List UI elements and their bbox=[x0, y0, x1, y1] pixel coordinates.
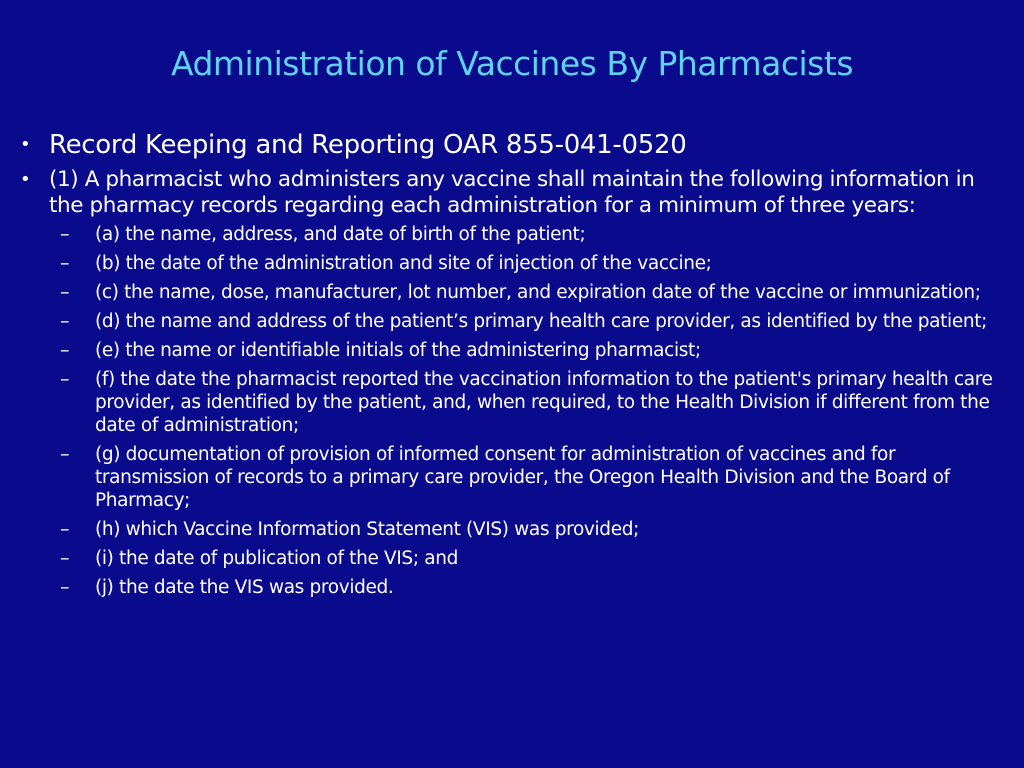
sub-item-text: (h) which Vaccine Information Statement (VIS) was provided; bbox=[95, 519, 639, 540]
sub-item bbox=[60, 223, 995, 246]
sub-item bbox=[60, 368, 995, 437]
sub-item bbox=[60, 281, 995, 304]
bullet-icon: • bbox=[20, 134, 31, 155]
sub-item-text: (c) the name, dose, manufacturer, lot number, and expiration date of the vaccine or immunization; bbox=[95, 282, 981, 303]
sub-item bbox=[60, 443, 995, 512]
bullet-item bbox=[20, 127, 995, 163]
dash-icon: – bbox=[60, 368, 70, 390]
dash-icon: – bbox=[60, 339, 70, 361]
sub-item bbox=[60, 518, 995, 541]
sub-item-text: (a) the name, address, and date of birth of the patient; bbox=[95, 224, 586, 245]
dash-icon: – bbox=[60, 547, 70, 569]
sub-item bbox=[60, 310, 995, 333]
slide-title: Administration of Vaccines By Pharmacists bbox=[170, 44, 854, 83]
sub-item bbox=[60, 547, 995, 570]
sub-item bbox=[60, 339, 995, 362]
sub-item bbox=[60, 576, 995, 599]
dash-icon: – bbox=[60, 252, 70, 274]
sub-item-text: (g) documentation of provision of informed consent for administration of vaccines and for transmission of records to a primary care provider, the Oregon Health Division and the Board of Pharmacy; bbox=[95, 444, 950, 511]
dash-icon: – bbox=[60, 518, 70, 540]
sub-item-text: (j) the date the VIS was provided. bbox=[95, 577, 394, 598]
sub-item-list bbox=[20, 223, 995, 599]
sub-item-text: (b) the date of the administration and site of injection of the vaccine; bbox=[95, 253, 712, 274]
dash-icon: – bbox=[60, 310, 70, 332]
dash-icon: – bbox=[60, 443, 70, 465]
sub-item bbox=[60, 252, 995, 275]
bullet-text: (1) A pharmacist who administers any vaccine shall maintain the following information in the pharmacy records regarding each administration for a minimum of three years: bbox=[49, 167, 975, 218]
dash-icon: – bbox=[60, 223, 70, 245]
sub-item-text: (e) the name or identifiable initials of the administering pharmacist; bbox=[95, 340, 701, 361]
bullet-icon: • bbox=[20, 169, 31, 190]
dash-icon: – bbox=[60, 576, 70, 598]
slide-body bbox=[20, 127, 995, 605]
bullet-item bbox=[20, 167, 995, 219]
dash-icon: – bbox=[60, 281, 70, 303]
sub-item-text: (f) the date the pharmacist reported the vaccination information to the patient's primary health care provider, as identified by the patient, and, when required, to the Health Division if different from the date of administration; bbox=[95, 369, 993, 436]
sub-item-text: (i) the date of publication of the VIS; and bbox=[95, 548, 458, 569]
sub-item-text: (d) the name and address of the patient’s primary health care provider, as identified by the patient; bbox=[95, 311, 988, 332]
bullet-text: Record Keeping and Reporting OAR 855-041-0520 bbox=[49, 130, 687, 160]
